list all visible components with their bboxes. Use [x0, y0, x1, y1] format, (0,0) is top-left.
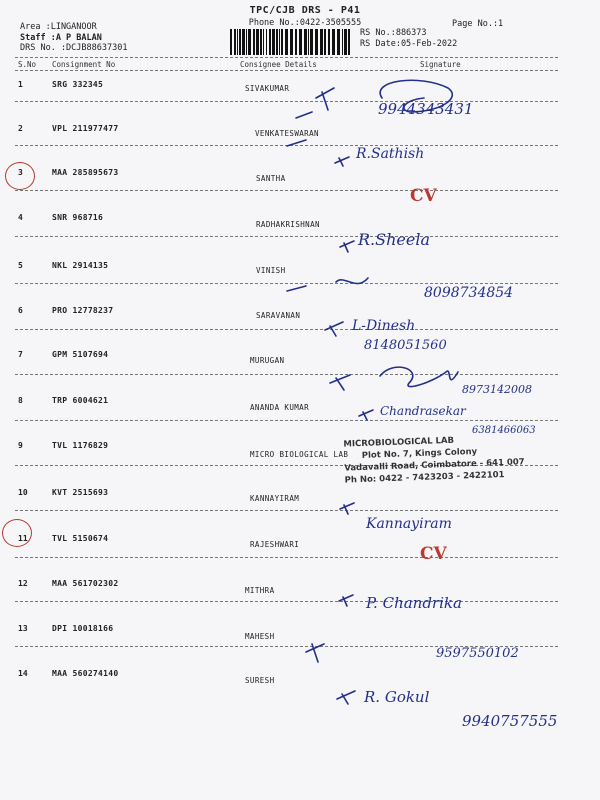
- row-sno: 10: [18, 488, 28, 497]
- column-header-consignment: Consignment No: [52, 60, 116, 69]
- row-sno: 12: [18, 579, 28, 588]
- row-sno: 1: [18, 80, 23, 89]
- row-14-cross: [337, 691, 355, 704]
- row-7-handwritten-phone: 8973142008: [462, 383, 532, 396]
- row-13-handwritten-phone: 9597550102: [436, 646, 519, 661]
- row-consignment-number: MAA 285895673: [52, 168, 119, 177]
- row-9-handwritten-phone: 6381466063: [472, 425, 536, 436]
- column-header-consignee: Consignee Details: [240, 60, 317, 69]
- row-8-cross: [359, 410, 373, 420]
- row-4-cross: [340, 241, 354, 252]
- row-consignment-number: NKL 2914135: [52, 261, 109, 270]
- row-consignee-name: ANANDA KUMAR: [250, 403, 309, 412]
- column-header-signature: Signature: [420, 60, 461, 69]
- row-consignee-name: VENKATESWARAN: [255, 129, 319, 138]
- row-10-handwritten-signature: Kannayiram: [366, 516, 452, 532]
- row-consignee-name: SURESH: [245, 676, 275, 685]
- row-consignee-name: SANTHA: [256, 174, 286, 183]
- row-consignee-name: MITHRA: [245, 586, 275, 595]
- row-consignment-number: MAA 561702302: [52, 579, 119, 588]
- row-consignment-number: SNR 968716: [52, 213, 104, 222]
- row-sno: 3: [18, 168, 23, 177]
- area-label: Area :LINGANOOR: [20, 22, 97, 32]
- rs-date: RS Date:05-Feb-2022: [360, 38, 458, 49]
- row-13-cross: [306, 644, 324, 662]
- row-1-check-mark: [316, 88, 334, 110]
- row-1-handwritten-phone: 9944343431: [378, 100, 474, 118]
- row-12-cross: [339, 595, 353, 606]
- row-sno: 8: [18, 396, 23, 405]
- row-sno: 4: [18, 213, 23, 222]
- row-consignment-number: SRG 332345: [52, 80, 104, 89]
- row-sno: 7: [18, 350, 23, 359]
- row-3-marker-note: CV: [410, 186, 437, 206]
- row-consignment-number: KVT 2515693: [52, 488, 109, 497]
- row-sno: 14: [18, 669, 28, 678]
- row-consignment-number: TVL 5150674: [52, 534, 109, 543]
- row-consignment-number: TVL 1176829: [52, 441, 109, 450]
- row-consignment-number: TRP 6004621: [52, 396, 109, 405]
- row-7-signature-scribble: [380, 367, 458, 386]
- sheet-title: TPC/CJB DRS - P41: [249, 5, 361, 16]
- row-consignee-name: VINISH: [256, 266, 286, 275]
- row-2-cross: [335, 157, 349, 166]
- row-consignee-name: RAJESHWARI: [250, 540, 300, 549]
- row-14-handwritten-phone: 9940757555: [462, 712, 558, 730]
- stamp-line-2: Plot No. 7, Kings Colony: [361, 446, 478, 461]
- row-consignment-number: GPM 5107694: [52, 350, 109, 359]
- staff-label: Staff :A P BALAN: [20, 32, 102, 43]
- row-consignee-name: KANNAYIRAM: [250, 494, 300, 503]
- row-consignee-name: MICRO BIOLOGICAL LAB: [250, 450, 349, 459]
- row-6-handwritten-phone: 8148051560: [364, 338, 447, 353]
- row-sno: 9: [18, 441, 23, 450]
- stamp-line-4: Ph No: 0422 - 7423203 - 2422101: [344, 469, 505, 486]
- row-consignee-name: RADHAKRISHNAN: [256, 220, 320, 229]
- row-12-handwritten-signature: P. Chandrika: [366, 594, 462, 612]
- row-8-handwritten-signature: Chandrasekar: [380, 404, 466, 418]
- row-consignment-number: PRO 12778237: [52, 306, 114, 315]
- row-5-scribble: [336, 278, 368, 284]
- row-consignee-name: MAHESH: [245, 632, 275, 641]
- row-sno: 11: [18, 534, 28, 543]
- row-consignment-number: DPI 10018166: [52, 624, 114, 633]
- row-10-cross: [340, 503, 354, 514]
- row-5-handwritten-phone: 8098734854: [424, 285, 514, 301]
- row-5-tick: [287, 286, 306, 291]
- column-header-sno: S.No: [18, 60, 37, 69]
- stamp-line-1: MICROBIOLOGICAL LAB: [343, 435, 455, 450]
- rs-number: RS No.:886373: [360, 28, 427, 38]
- row-7-cross: [330, 375, 350, 390]
- row-consignment-number: VPL 211977477: [52, 124, 119, 133]
- row-1-tick: [296, 112, 312, 118]
- row-6-cross: [325, 322, 343, 336]
- row-sno: 6: [18, 306, 23, 315]
- row-sno: 5: [18, 261, 23, 270]
- drs-number: DRS No. :DCJB88637301: [20, 43, 128, 53]
- row-11-marker-note: CV: [420, 544, 447, 564]
- office-phone: Phone No.:0422-3505555: [248, 18, 362, 28]
- row-sno: 13: [18, 624, 28, 633]
- row-2-handwritten-signature: R.Sathish: [356, 146, 425, 162]
- page-number: Page No.:1: [452, 19, 504, 29]
- row-consignee-name: SIVAKUMAR: [245, 84, 290, 93]
- row-consignee-name: MURUGAN: [250, 356, 285, 365]
- row-sno: 2: [18, 124, 23, 133]
- row-4-handwritten-signature: R.Sheela: [358, 230, 430, 249]
- row-consignment-number: MAA 560274140: [52, 669, 119, 678]
- row-2-tick: [287, 140, 306, 146]
- stamp-line-3: Vadavalli Road, Coimbatore - 641 007: [344, 457, 525, 474]
- row-6-handwritten-signature: L-Dinesh: [352, 318, 416, 334]
- row-consignee-name: SARAVANAN: [256, 311, 301, 320]
- row-14-handwritten-signature: R. Gokul: [364, 688, 430, 706]
